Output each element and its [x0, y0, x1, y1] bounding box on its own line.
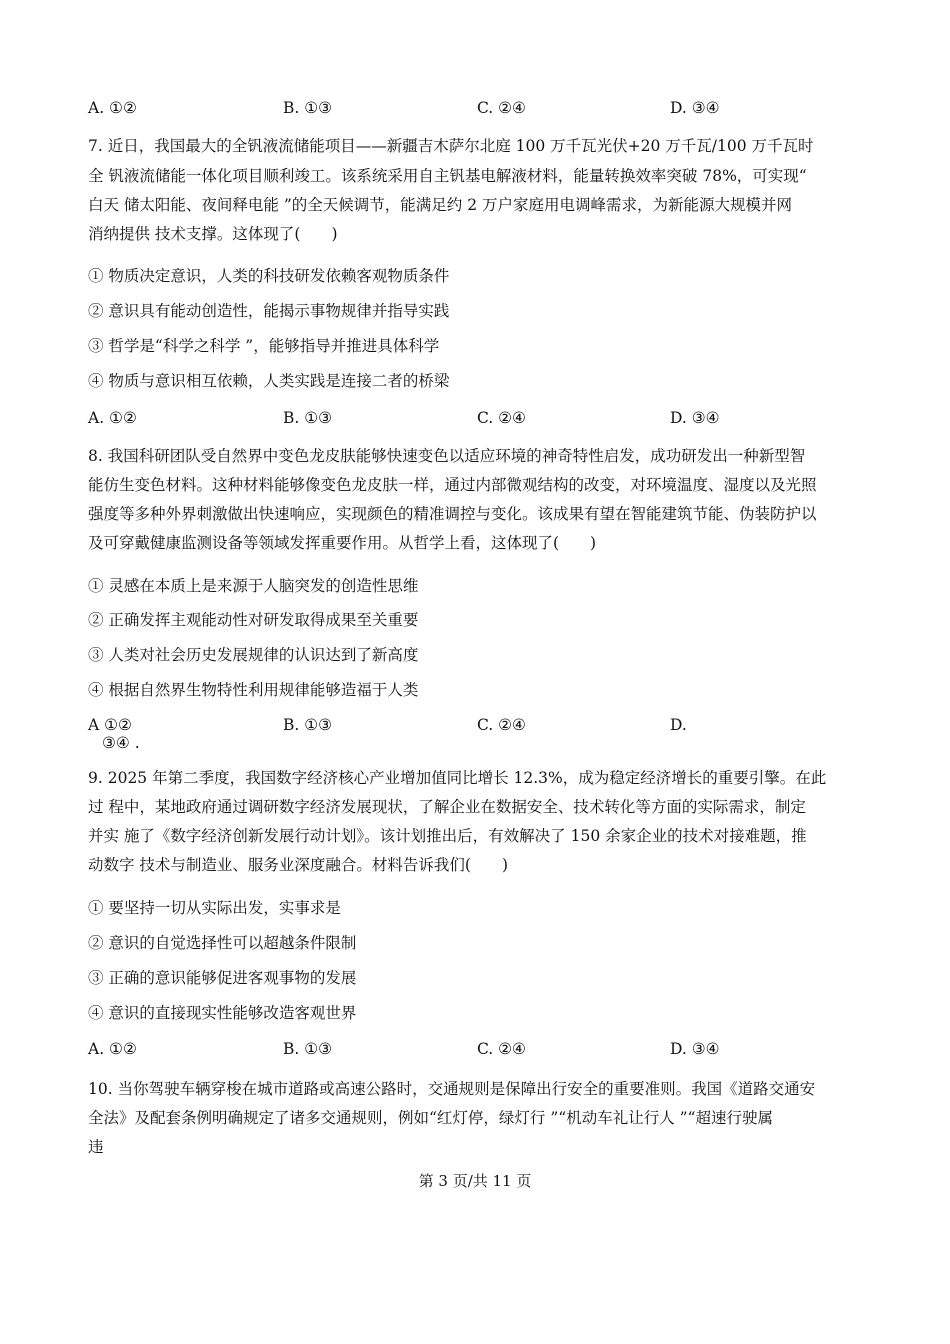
q7-option-d: D. ③④	[670, 409, 720, 427]
q8-statement-3: ③ 人类对社会历史发展规律的认识达到了新高度	[88, 646, 419, 664]
q8-option-b: B. ①③	[283, 716, 333, 734]
q7-stem-line: 白天 储太阳能、夜间释电能 ”的全天候调节，能满足约 2 万户家庭用电调峰需求，为新能源大规模并网	[88, 196, 792, 214]
q8-option-a: A ①②	[88, 716, 132, 734]
q9-statement-2: ② 意识的自觉选择性可以超越条件限制	[88, 934, 357, 952]
q9-statement-4: ④ 意识的直接现实性能够改造客观世界	[88, 1004, 357, 1022]
q8-stem-line: 能仿生变色材料。这种材料能够像变色龙皮肤一样，通过内部微观结构的改变，对环境温度、湿度以及光照	[88, 476, 817, 494]
q9-option-a: A. ①②	[88, 1040, 137, 1058]
q7-statement-1: ① 物质决定意识，人类的科技研发依赖客观物质条件	[88, 267, 450, 285]
q6-option-c: C. ②④	[477, 99, 526, 117]
q6-option-a: A. ①②	[88, 99, 137, 117]
q9-option-c: C. ②④	[477, 1040, 526, 1058]
q10-stem-line: 10. 当你驾驶车辆穿梭在城市道路或高速公路时，交通规则是保障出行安全的重要准则。我国《道路交通安	[88, 1080, 816, 1098]
q7-stem-line: 7. 近日，我国最大的全钒液流储能项目——新疆吉木萨尔北庭 100 万千瓦光伏+20 万千瓦/100 万千瓦时	[88, 137, 814, 155]
q8-stem-line: 强度等多种外界刺激做出快速响应，实现颜色的精准调控与变化。该成果有望在智能建筑节能、伪装防护以	[88, 505, 817, 523]
page-footer: 第 3 页/共 11 页	[418, 1172, 532, 1190]
q8-stem-line: 8. 我国科研团队受自然界中变色龙皮肤能够快速变色以适应环境的神奇特性启发，成功研发出一种新型智	[88, 447, 806, 465]
q7-stem-line: 全 钒液流储能一体化项目顺利竣工。该系统采用自主钒基电解液材料，能量转换效率突破 78%，可实现“	[88, 167, 807, 185]
q8-option-d-wrapped: ③④ .	[102, 734, 140, 752]
q10-stem-line: 全法》及配套条例明确规定了诸多交通规则，例如“红灯停，绿灯行 ”“机动车礼让行人 ”“超速行驶属	[88, 1109, 773, 1127]
q8-option-d: D.	[670, 716, 687, 734]
q9-stem-line: 并实 施了《数字经济创新发展行动计划》。该计划推出后，有效解决了 150 余家企业的技术对接难题，推	[88, 827, 807, 845]
q9-statement-3: ③ 正确的意识能够促进客观事物的发展	[88, 969, 357, 987]
q9-stem-line: 9. 2025 年第二季度，我国数字经济核心产业增加值同比增长 12.3%，成为稳定经济增长的重要引擎。在此	[88, 769, 827, 787]
q8-stem-line: 及可穿戴健康监测设备等领域发挥重要作用。从哲学上看，这体现了( )	[88, 534, 597, 552]
q9-statement-1: ① 要坚持一切从实际出发，实事求是	[88, 899, 341, 917]
q7-statement-3: ③ 哲学是“科学之科学 ”，能够指导并推进具体科学	[88, 337, 440, 355]
q9-stem-line: 过 程中，某地政府通过调研数字经济发展现状，了解企业在数据安全、技术转化等方面的实际需求，制定	[88, 798, 806, 816]
q8-option-c: C. ②④	[477, 716, 526, 734]
q10-stem-line: 违	[88, 1138, 104, 1156]
q7-option-a: A. ①②	[88, 409, 137, 427]
q8-statement-2: ② 正确发挥主观能动性对研发取得成果至关重要	[88, 611, 419, 629]
q7-statement-4: ④ 物质与意识相互依赖，人类实践是连接二者的桥梁	[88, 372, 450, 390]
q7-statement-2: ② 意识具有能动创造性，能揭示事物规律并指导实践	[88, 302, 450, 320]
q7-stem-line: 消纳提供 技术支撑。这体现了( )	[88, 225, 338, 243]
q9-option-d: D. ③④	[670, 1040, 720, 1058]
q7-option-c: C. ②④	[477, 409, 526, 427]
q8-statement-1: ① 灵感在本质上是来源于人脑突发的创造性思维	[88, 577, 419, 595]
q6-option-d: D. ③④	[670, 99, 720, 117]
q8-statement-4: ④ 根据自然界生物特性利用规律能够造福于人类	[88, 681, 419, 699]
q9-option-b: B. ①③	[283, 1040, 333, 1058]
q9-stem-line: 动数字 技术与制造业、服务业深度融合。材料告诉我们( )	[88, 856, 509, 874]
q6-option-b: B. ①③	[283, 99, 333, 117]
q7-option-b: B. ①③	[283, 409, 333, 427]
